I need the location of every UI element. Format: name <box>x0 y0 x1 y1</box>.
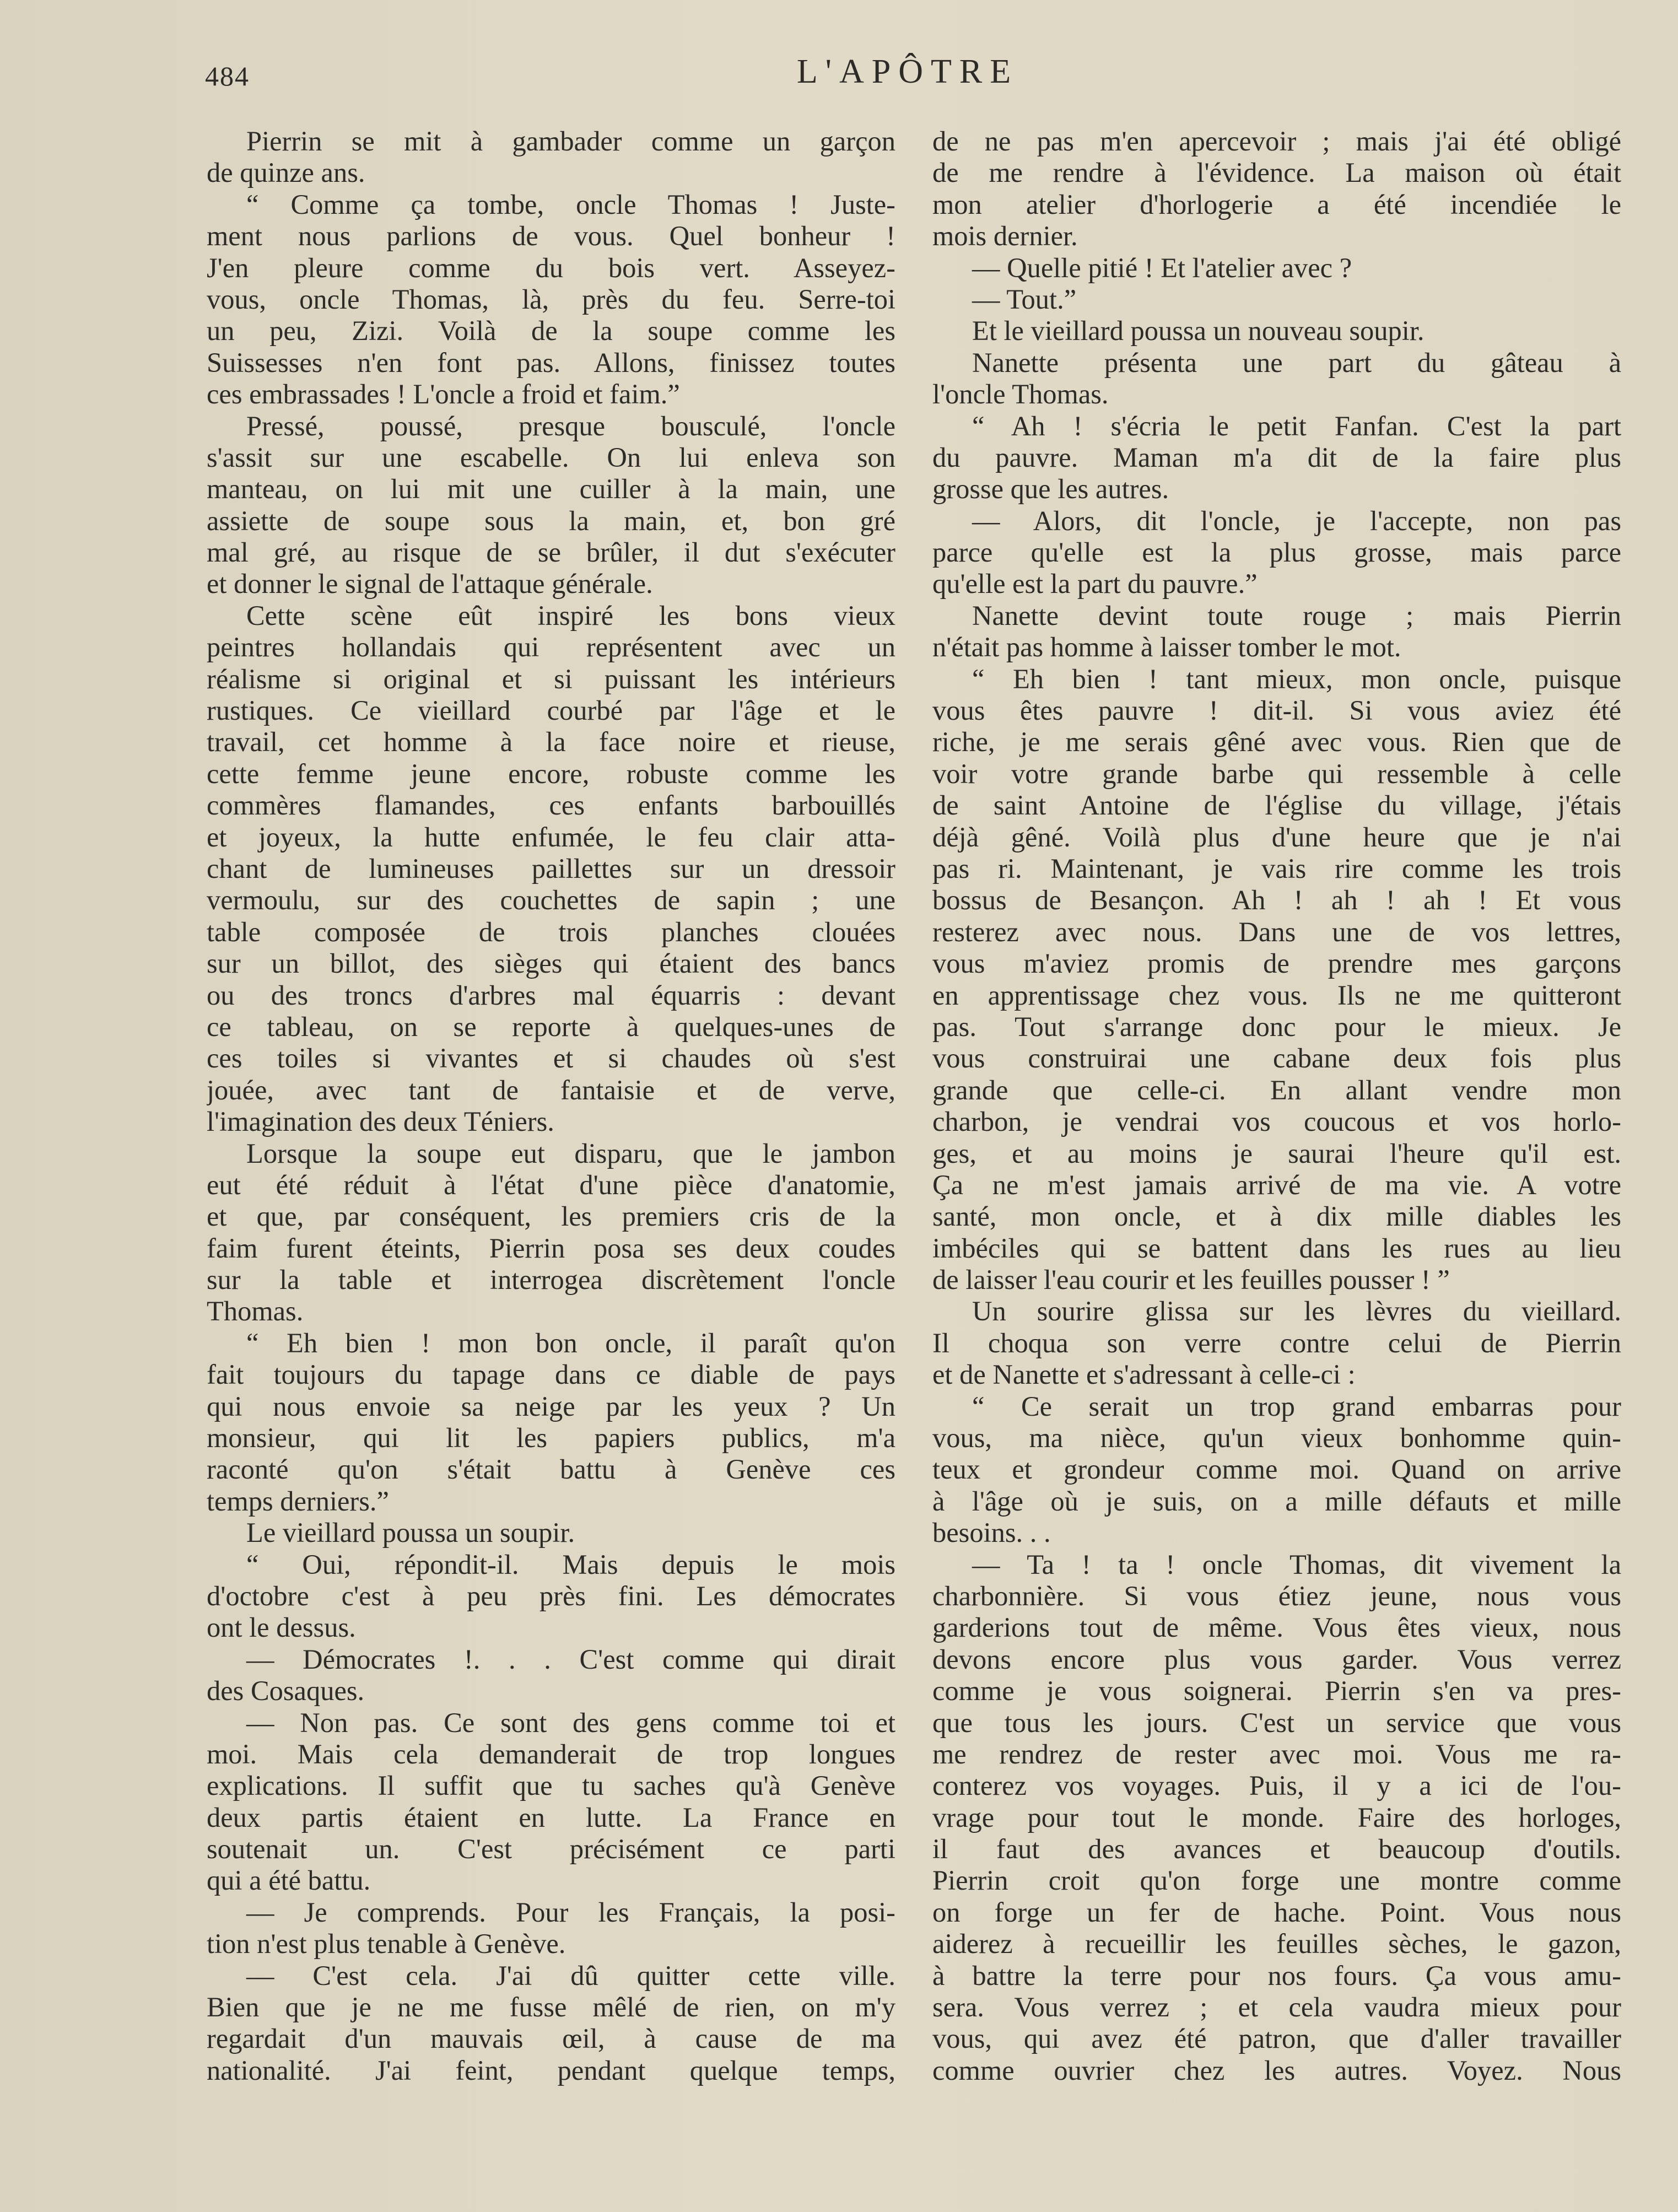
text-line: ce tableau, on se reporte à quelques-unes de <box>207 1011 895 1042</box>
text-line: on forge un fer de hache. Point. Vous nous <box>932 1896 1621 1928</box>
text-line: “ Oui, répondit-il. Mais depuis le mois <box>246 1549 895 1580</box>
text-line: — Démocrates !. . . C'est comme qui dirait <box>246 1643 895 1675</box>
text-line: il faut des avances et beaucoup d'outils. <box>932 1833 1621 1865</box>
text-line: peintres hollandais qui représentent avec un <box>207 632 895 663</box>
text-line: commères flamandes, ces enfants barbouillés <box>207 790 895 821</box>
text-line: et joyeux, la hutte enfumée, le feu clair atta- <box>207 821 895 853</box>
text-line: eut été réduit à l'état d'une pièce d'anatomie, <box>207 1169 895 1200</box>
text-line: vous, ma nièce, qu'un vieux bonhomme quin- <box>932 1422 1621 1454</box>
text-line: Nanette devint toute rouge ; mais Pierrin <box>972 600 1621 631</box>
text-line: voir votre grande barbe qui ressemble à celle <box>932 758 1621 789</box>
text-line: grande que celle-ci. En allant vendre mon <box>932 1074 1621 1105</box>
text-line: mois dernier. <box>932 220 1078 252</box>
text-line: resterez avec nous. Dans une de vos lettres, <box>932 916 1621 947</box>
text-line: monsieur, qui lit les papiers publics, m'a <box>207 1422 895 1454</box>
text-line: table composée de trois planches clouées <box>207 916 895 947</box>
text-line: ou des troncs d'arbres mal équarris : devant <box>207 979 895 1011</box>
text-line: — Quelle pitié ! Et l'atelier avec ? <box>972 252 1352 283</box>
text-line: fait toujours du tapage dans ce diable de pays <box>207 1359 895 1390</box>
text-line: charbonnière. Si vous étiez jeune, nous vous <box>932 1580 1621 1611</box>
text-line: vrage pour tout le monde. Faire des horloges, <box>932 1801 1621 1833</box>
text-line: qui a été battu. <box>207 1865 371 1896</box>
text-line: ment nous parlions de vous. Quel bonheur ! <box>207 220 895 252</box>
text-line: besoins. . . <box>932 1517 1051 1549</box>
text-line: comme ouvrier chez les autres. Voyez. Nous <box>932 2054 1621 2086</box>
text-line: l'oncle Thomas. <box>932 379 1109 410</box>
text-line: ont le dessus. <box>207 1612 356 1643</box>
text-line: charbon, je vendrai vos coucous et vos horlo- <box>932 1106 1621 1137</box>
text-line: bossus de Besançon. Ah ! ah ! ah ! Et vous <box>932 884 1621 916</box>
text-line: vermoulu, sur des couchettes de sapin ; une <box>207 884 895 916</box>
text-line: sera. Vous verrez ; et cela vaudra mieux pour <box>932 1992 1621 2023</box>
text-line: Un sourire glissa sur les lèvres du vieillard. <box>972 1296 1621 1327</box>
text-line: que tous les jours. C'est un service que vous <box>932 1707 1621 1738</box>
text-line: à l'âge où je suis, on a mille défauts et mille <box>932 1485 1621 1517</box>
text-line: et que, par conséquent, les premiers cris de la <box>207 1201 895 1232</box>
text-line: “ Ah ! s'écria le petit Fanfan. C'est la part <box>972 410 1621 441</box>
text-line: de laisser l'eau courir et les feuilles pousser ! ” <box>932 1264 1450 1296</box>
text-line: ces embrassades ! L'oncle a froid et faim.” <box>207 379 680 410</box>
text-line: — Tout.” <box>972 283 1077 315</box>
text-line: Bien que je ne me fusse mêlé de rien, on m'y <box>207 1992 895 2023</box>
text-line: de quinze ans. <box>207 157 365 188</box>
text-line: Nanette présenta une part du gâteau à <box>972 347 1621 378</box>
text-line: nationalité. J'ai feint, pendant quelque temps, <box>207 2054 895 2086</box>
text-line: comme je vous soignerai. Pierrin s'en va pres- <box>932 1675 1621 1707</box>
text-line: grosse que les autres. <box>932 473 1169 505</box>
page-header <box>205 52 1610 96</box>
text-line: faim furent éteints, Pierrin posa ses deux coudes <box>207 1232 895 1264</box>
text-line: Il choqua son verre contre celui de Pierrin <box>932 1327 1621 1358</box>
text-line: assiette de soupe sous la main, et, bon gré <box>207 505 895 536</box>
text-line: jouée, avec tant de fantaisie et de verve, <box>207 1074 895 1105</box>
text-line: soutenait un. C'est précisément ce parti <box>207 1833 895 1865</box>
text-line: de ne pas m'en apercevoir ; mais j'ai été obligé <box>932 126 1621 157</box>
text-line: en apprentissage chez vous. Ils ne me quitteront <box>932 979 1621 1011</box>
text-line: — Je comprends. Pour les Français, la posi- <box>246 1896 895 1928</box>
text-line: Le vieillard poussa un soupir. <box>246 1517 575 1549</box>
text-line: tion n'est plus tenable à Genève. <box>207 1928 566 1960</box>
text-line: “ Ce serait un trop grand embarras pour <box>972 1390 1621 1422</box>
text-line: vous m'aviez promis de prendre mes garçons <box>932 948 1621 979</box>
text-line: n'était pas homme à laisser tomber le mot. <box>932 632 1401 663</box>
text-line: et de Nanette et s'adressant à celle-ci : <box>932 1359 1356 1390</box>
text-line: garderions tout de même. Vous êtes vieux, nous <box>932 1612 1621 1643</box>
text-line: du pauvre. Maman m'a dit de la faire plus <box>932 441 1621 473</box>
text-line: travail, cet homme à la face noire et rieuse, <box>207 726 895 758</box>
text-line: temps derniers.” <box>207 1485 389 1517</box>
text-line: à battre la terre pour nos fours. Ça vous amu- <box>932 1960 1621 1991</box>
text-line: sur un billot, des sièges qui étaient des bancs <box>207 948 895 979</box>
right-text-column <box>932 126 1621 2086</box>
text-line: deux partis étaient en lutte. La France en <box>207 1801 895 1833</box>
text-line: vous construirai une cabane deux fois plus <box>932 1043 1621 1074</box>
text-line: “ Eh bien ! mon bon oncle, il paraît qu'on <box>246 1327 895 1358</box>
text-line: mon atelier d'horlogerie a été incendiée le <box>932 188 1621 220</box>
text-line: de saint Antoine de l'église du village, j'étais <box>932 790 1621 821</box>
text-line: déjà gêné. Voilà plus d'une heure que je n'ai <box>932 821 1621 853</box>
text-line: regardait d'un mauvais œil, à cause de ma <box>207 2023 895 2054</box>
text-line: vous, qui avez été patron, que d'aller travailler <box>932 2023 1621 2054</box>
text-line: réalisme si original et si puissant les intérieurs <box>207 663 895 694</box>
text-line: ges, et au moins je saurai l'heure qu'il est. <box>932 1137 1621 1169</box>
text-line: — Ta ! ta ! oncle Thomas, dit vivement la <box>972 1549 1621 1580</box>
text-line: et donner le signal de l'attaque générale. <box>207 568 653 600</box>
text-line: pas ri. Maintenant, je vais rire comme les trois <box>932 853 1621 884</box>
left-text-column <box>207 126 895 2086</box>
text-line: — C'est cela. J'ai dû quitter cette ville. <box>246 1960 895 1991</box>
text-line: imbéciles qui se battent dans les rues au lieu <box>932 1232 1621 1264</box>
text-line: parce qu'elle est la plus grosse, mais parce <box>932 537 1621 568</box>
text-line: Suissesses n'en font pas. Allons, finissez toutes <box>207 347 895 378</box>
text-line: devons encore plus vous garder. Vous verrez <box>932 1643 1621 1675</box>
text-line: vous êtes pauvre ! dit-il. Si vous aviez été <box>932 695 1621 726</box>
text-line: — Alors, dit l'oncle, je l'accepte, non pas <box>972 505 1621 536</box>
text-line: aiderez à recueillir les feuilles sèches, le gazon, <box>932 1928 1621 1960</box>
text-line: des Cosaques. <box>207 1675 365 1707</box>
text-line: de me rendre à l'évidence. La maison où était <box>932 157 1621 188</box>
text-line: ces toiles si vivantes et si chaudes où s'est <box>207 1043 895 1074</box>
text-line: “ Comme ça tombe, oncle Thomas ! Juste- <box>246 188 895 220</box>
text-line: sur la table et interrogea discrètement l'oncle <box>207 1264 895 1296</box>
text-line: Lorsque la soupe eut disparu, que le jambon <box>246 1137 895 1169</box>
text-line: raconté qu'on s'était battu à Genève ces <box>207 1454 895 1485</box>
text-line: qui nous envoie sa neige par les yeux ? Un <box>207 1390 895 1422</box>
text-line: teux et grondeur comme moi. Quand on arrive <box>932 1454 1621 1485</box>
text-line: rustiques. Ce vieillard courbé par l'âge et le <box>207 695 895 726</box>
text-line: chant de lumineuses paillettes sur un dressoir <box>207 853 895 884</box>
text-line: vous, oncle Thomas, là, près du feu. Serre-toi <box>207 283 895 315</box>
running-title: L'APÔTRE <box>796 53 1019 90</box>
text-line: explications. Il suffit que tu saches qu'à Genève <box>207 1770 895 1801</box>
text-line: me rendrez de rester avec moi. Vous me ra- <box>932 1738 1621 1769</box>
text-line: qu'elle est la part du pauvre.” <box>932 568 1258 600</box>
text-line: Et le vieillard poussa un nouveau soupir. <box>972 315 1425 347</box>
text-line: riche, je me serais gêné avec vous. Rien que de <box>932 726 1621 758</box>
page-number: 484 <box>205 61 250 91</box>
text-line: un peu, Zizi. Voilà de la soupe comme les <box>207 315 895 347</box>
text-line: Pierrin croit qu'on forge une montre comme <box>932 1865 1621 1896</box>
text-line: Pierrin se mit à gambader comme un garçon <box>246 126 895 157</box>
text-line: s'assit sur une escabelle. On lui enleva son <box>207 441 895 473</box>
text-line: “ Eh bien ! tant mieux, mon oncle, puisque <box>972 663 1621 694</box>
text-line: Thomas. <box>207 1296 304 1327</box>
text-line: conterez vos voyages. Puis, il y a ici de l'ou- <box>932 1770 1621 1801</box>
text-line: d'octobre c'est à peu près fini. Les démocrates <box>207 1580 895 1611</box>
text-line: moi. Mais cela demanderait de trop longues <box>207 1738 895 1769</box>
text-line: cette femme jeune encore, robuste comme les <box>207 758 895 789</box>
text-line: l'imagination des deux Téniers. <box>207 1106 554 1137</box>
text-line: J'en pleure comme du bois vert. Asseyez- <box>207 252 895 283</box>
text-line: mal gré, au risque de se brûler, il dut s'exécuter <box>207 537 895 568</box>
text-line: Pressé, poussé, presque bousculé, l'oncle <box>246 410 895 441</box>
text-line: Ça ne m'est jamais arrivé de ma vie. A votre <box>932 1169 1621 1200</box>
text-line: — Non pas. Ce sont des gens comme toi et <box>246 1707 895 1738</box>
text-line: Cette scène eût inspiré les bons vieux <box>246 600 895 631</box>
text-line: manteau, on lui mit une cuiller à la main, une <box>207 473 895 505</box>
text-line: santé, mon oncle, et à dix mille diables les <box>932 1201 1621 1232</box>
text-line: pas. Tout s'arrange donc pour le mieux. Je <box>932 1011 1621 1042</box>
